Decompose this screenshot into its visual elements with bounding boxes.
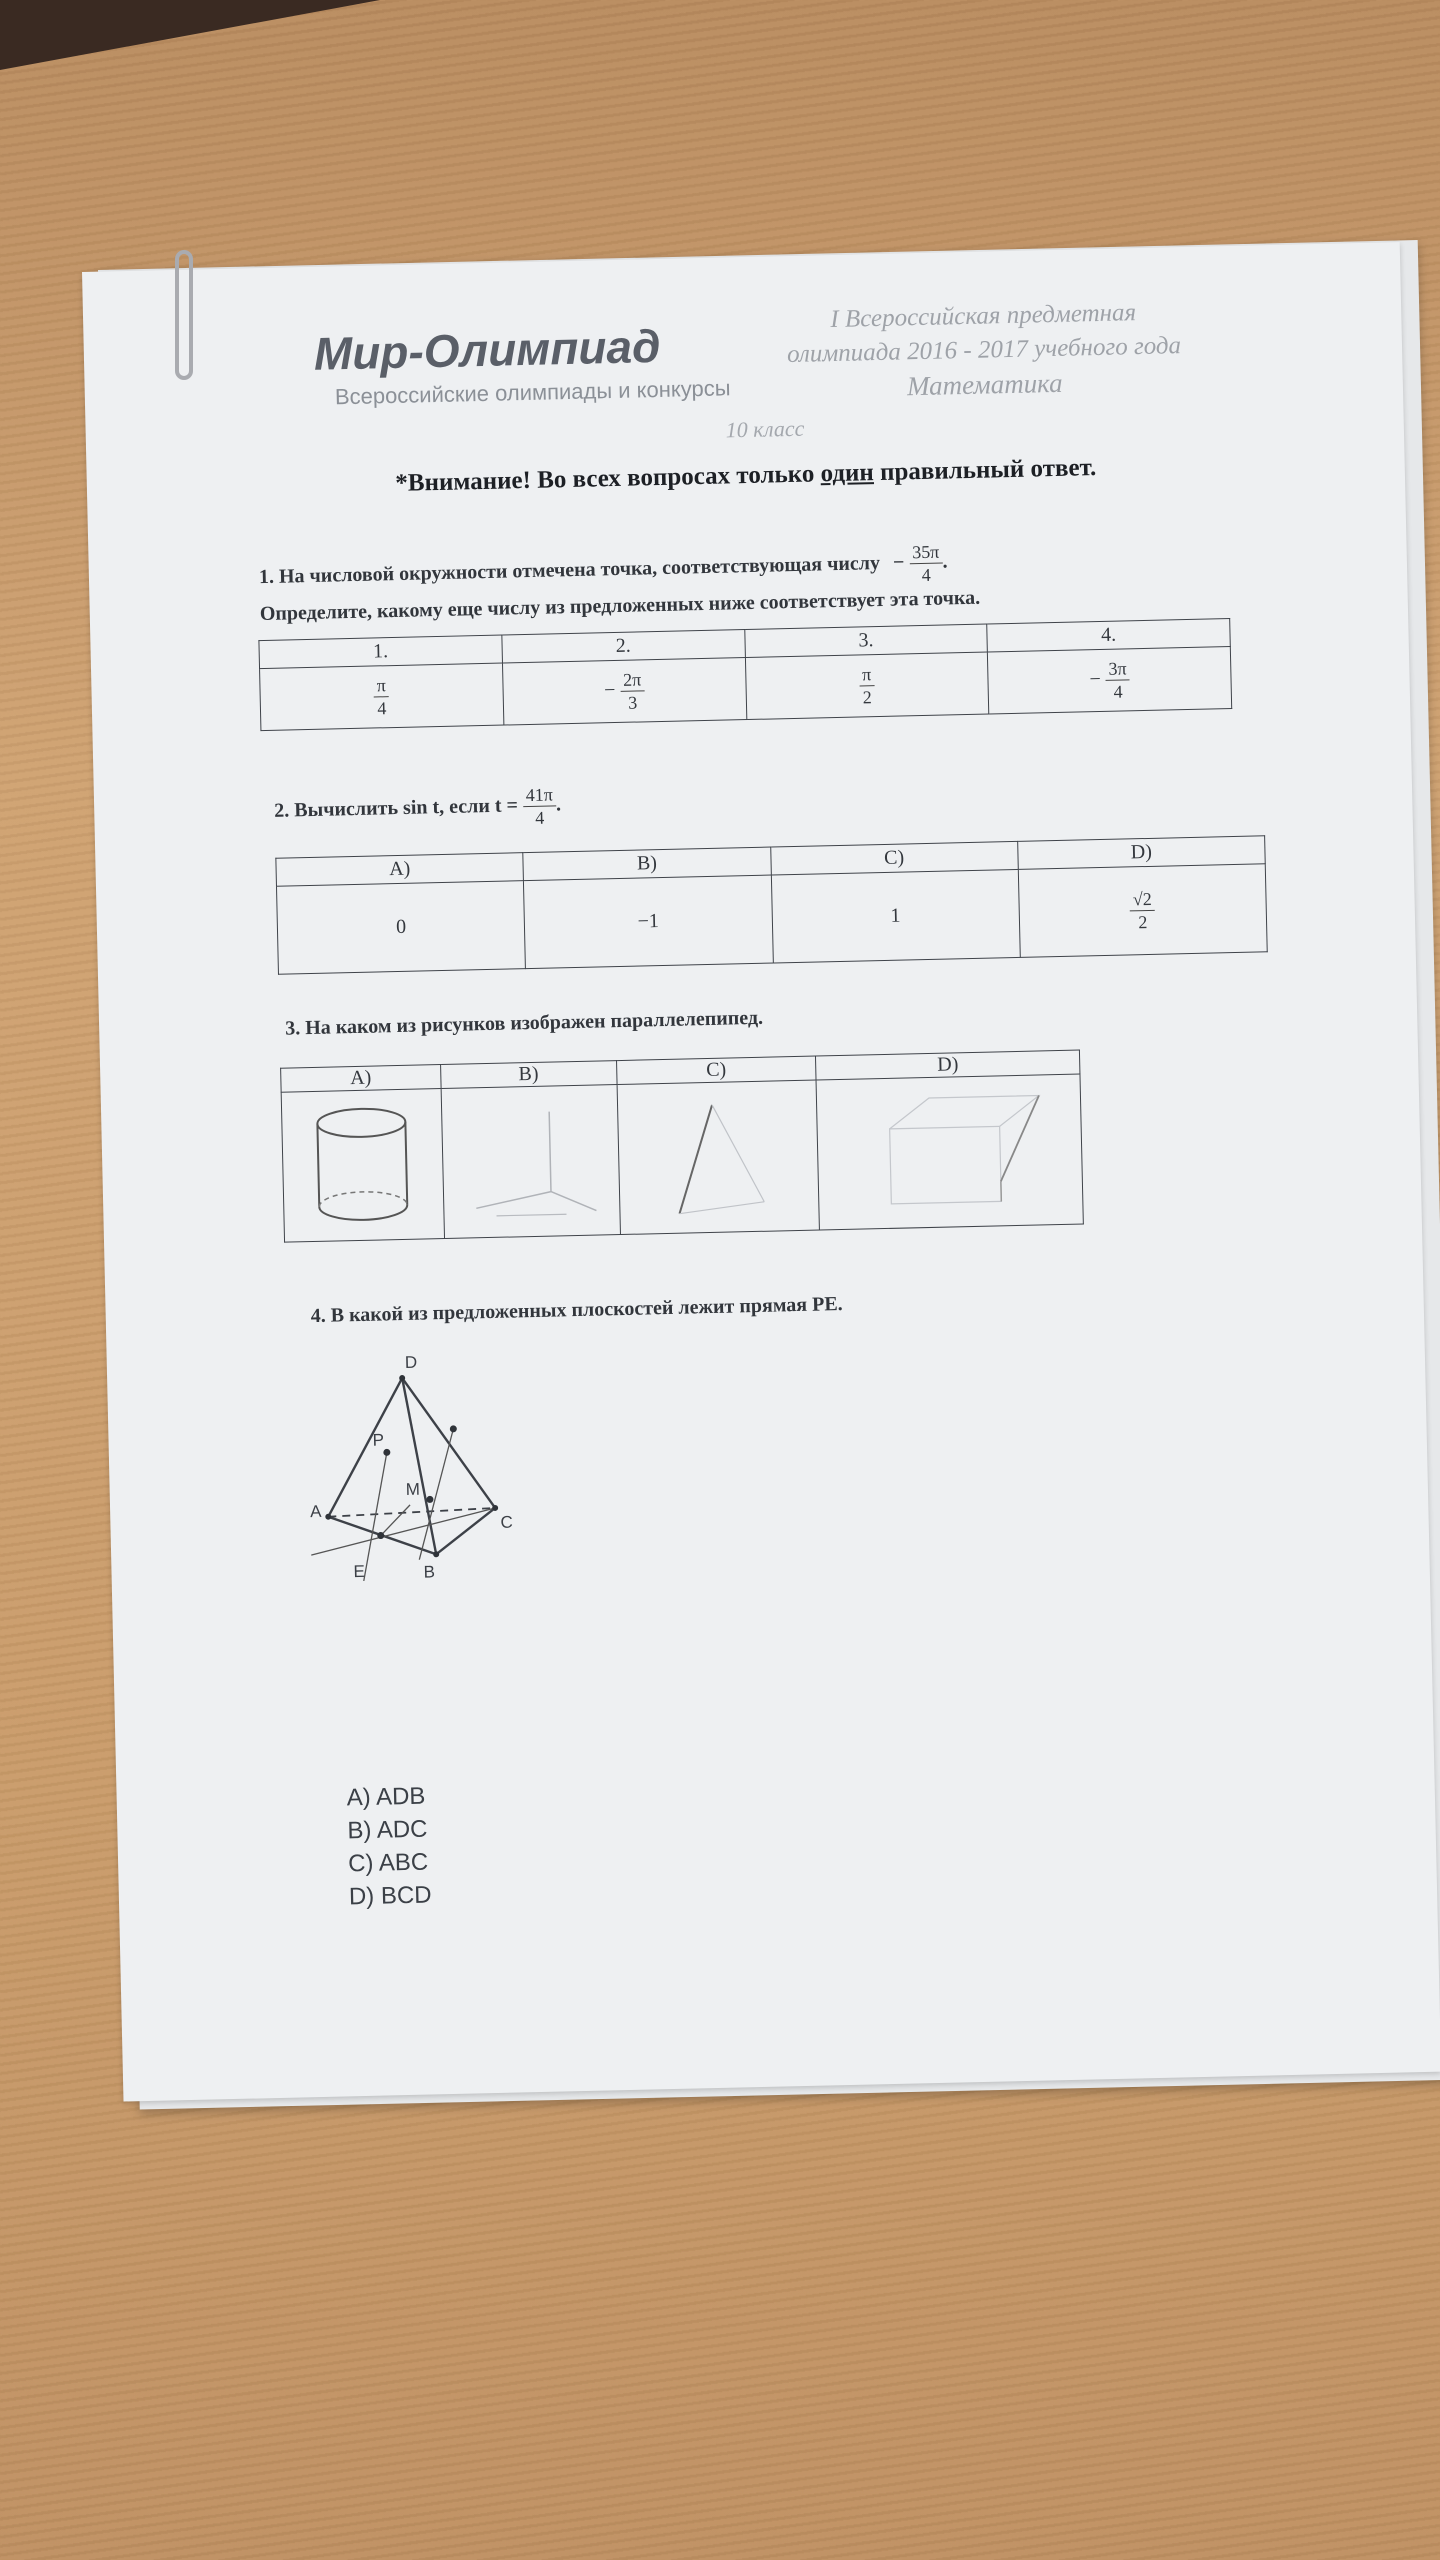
- q4-option-b[interactable]: B) ADC: [347, 1815, 428, 1845]
- cone-icon: [632, 1090, 805, 1224]
- subject-title: Математика: [906, 367, 1063, 402]
- pyramid-diagram: [307, 1344, 674, 1672]
- label-a: A: [309, 1501, 322, 1522]
- label-b: B: [423, 1562, 436, 1582]
- q3-header-d: D): [816, 1050, 1080, 1080]
- q1-text: 1. На числовой окружности отмечена точка, соответствующая числу − $\frac{35\pi}{4}$ .: [258, 541, 948, 589]
- q1-header-1: 1.: [259, 635, 502, 669]
- axes-icon: [454, 1095, 607, 1228]
- q3-answer-b[interactable]: [441, 1085, 620, 1239]
- q2-text: 2. Вычислить sin t, если t = $\frac{41\pi}{4}$ .: [274, 784, 562, 828]
- q3-answer-table: [280, 1050, 1084, 1243]
- q2-header-c: C): [770, 841, 1018, 875]
- label-p: P: [372, 1430, 385, 1450]
- olympiad-title: [703, 293, 1265, 408]
- q3-header-a: A): [281, 1065, 441, 1093]
- q3-answer-a[interactable]: [281, 1089, 444, 1243]
- q1-answer-3[interactable]: $\frac{\pi}{2}$: [745, 652, 989, 719]
- q3-header-b: B): [440, 1061, 616, 1089]
- q2-header-b: B): [523, 847, 771, 881]
- label-d: D: [404, 1352, 418, 1372]
- q4-option-d[interactable]: D) BCD: [348, 1881, 432, 1911]
- q1-answer-4[interactable]: − $\frac{3\pi}{4}$: [988, 647, 1232, 714]
- q1-answer-1[interactable]: $\frac{\pi}{4}$: [260, 663, 504, 730]
- q1-header-4: 4.: [987, 619, 1230, 653]
- q2-header-a: A): [276, 853, 524, 887]
- label-m: M: [405, 1479, 421, 1499]
- q4-option-c[interactable]: C) ABC: [347, 1848, 429, 1878]
- q3-header-c: C): [616, 1056, 816, 1085]
- attention-underlined: один: [820, 459, 875, 488]
- q1-number-fraction: $\frac{35\pi}{4}$: [909, 541, 943, 587]
- q1-answer-table: [258, 618, 1232, 731]
- q2-header-d: D): [1017, 836, 1265, 870]
- q2-answer-a[interactable]: 0: [276, 881, 525, 975]
- label-c: C: [500, 1512, 513, 1532]
- q4-options: [346, 1780, 432, 1914]
- olympiad-line-1: I Всероссийская предметная: [830, 299, 1137, 334]
- q1-answer-2[interactable]: − $\frac{2\pi}{3}$: [502, 658, 746, 725]
- parallelepiped-icon: [838, 1085, 1061, 1220]
- q3-answer-c[interactable]: [617, 1080, 820, 1234]
- q2-answer-c[interactable]: 1: [771, 869, 1020, 963]
- table-row: [281, 1074, 1083, 1242]
- cylinder-icon: [306, 1099, 419, 1231]
- q1-header-2: 2.: [502, 630, 745, 664]
- exam-sheet: [82, 242, 1440, 2101]
- paper-clip-icon: [175, 250, 193, 380]
- q1-header-3: 3.: [744, 624, 987, 658]
- olympiad-line-2: олимпиада 2016 - 2017 учебного года: [786, 332, 1182, 369]
- q3-text: 3. На каком из рисунков изображен параллелепипед.: [284, 1006, 764, 1040]
- table-corner-shadow: [0, 0, 380, 70]
- q4-option-a[interactable]: A) ADB: [346, 1782, 426, 1812]
- q4-text: 4. В какой из предложенных плоскостей лежит прямая PE.: [310, 1293, 843, 1328]
- q3-answer-d[interactable]: [816, 1074, 1083, 1230]
- label-e: E: [353, 1561, 366, 1582]
- q2-answer-d[interactable]: $\frac{√2}{2}$: [1018, 864, 1267, 958]
- grade-label: 10 класс: [725, 415, 805, 443]
- q2-answer-table: [275, 835, 1267, 974]
- logo-subtitle: Всероссийские олимпиады и конкурсы: [334, 375, 731, 410]
- q2-t-fraction: $\frac{41\pi}{4}$: [522, 783, 556, 829]
- q1-text-2: Определите, какому еще числу из предложенных ниже соответствует эта точка.: [259, 586, 981, 626]
- logo-title: Мир-Олимпиад: [313, 319, 661, 380]
- q2-answer-b[interactable]: −1: [524, 875, 773, 969]
- attention-notice: *Внимание! Во всех вопросах только один правильный ответ.: [395, 454, 1097, 497]
